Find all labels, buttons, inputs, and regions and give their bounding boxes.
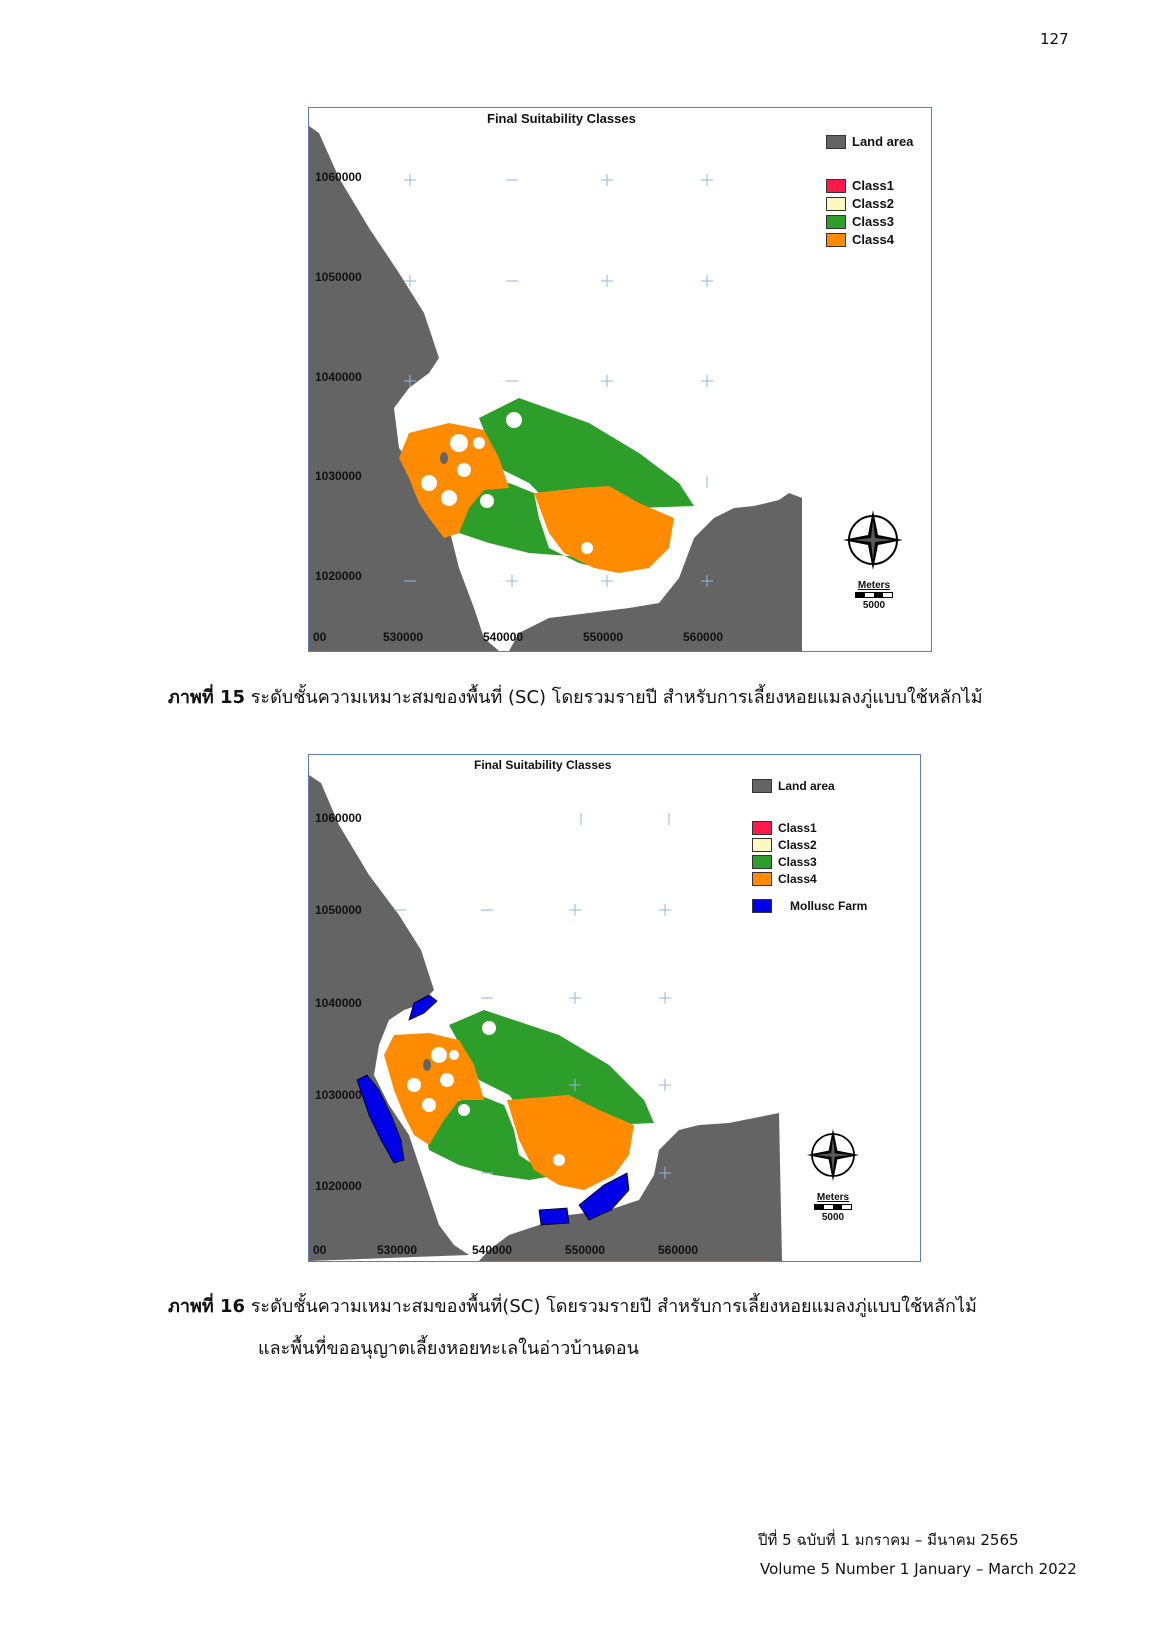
figure-16-caption-line2 (258, 1333, 639, 1365)
page-number: 127 (1040, 30, 1069, 48)
mollusc-farm-swatch (752, 899, 772, 913)
suitability-map-figure-15 (308, 107, 932, 652)
y-tick-label: 1060000 (315, 811, 362, 825)
map-legend (826, 126, 931, 246)
scale-bar: Meters 5000 (846, 580, 902, 611)
map-title: Final Suitability Classes (487, 111, 636, 126)
caption-label: ภาพที่ 15 (168, 687, 246, 708)
legend-class4: Class4 (752, 872, 817, 886)
x-tick-label: 00 (313, 1243, 327, 1257)
mollusc-farm-south (539, 1208, 569, 1225)
x-tick-label: 540000 (483, 630, 524, 644)
y-tick-label: 1040000 (315, 370, 362, 384)
scale-bar: Meters 5000 (806, 1192, 860, 1223)
legend-class4: Class4 (826, 232, 894, 247)
legend-class2: Class2 (826, 196, 894, 211)
map-title: Final Suitability Classes (474, 758, 612, 772)
map-legend (752, 775, 920, 925)
scale-bar-graphic (814, 1204, 852, 1210)
suitability-map-figure-16 (308, 754, 921, 1262)
scale-bar-graphic (855, 592, 893, 598)
x-tick-label: 560000 (658, 1243, 699, 1257)
x-tick-label: 550000 (565, 1243, 606, 1257)
north-arrow-icon (805, 1127, 861, 1183)
x-tick-label: 550000 (583, 630, 624, 644)
y-tick-label: 1050000 (315, 903, 362, 917)
legend-class3: Class3 (752, 855, 817, 869)
figure-16-caption (168, 1291, 977, 1323)
legend-mollusc-farm: Mollusc Farm (752, 899, 867, 913)
class2-swatch (826, 197, 846, 211)
class4-swatch (826, 233, 846, 247)
caption-text-line2: และพื้นที่ขออนุญาตเลี้ยงหอยทะเลในอ่าวบ้านดอน (258, 1338, 639, 1359)
x-tick-label: 540000 (472, 1243, 513, 1257)
land-area-swatch (752, 779, 772, 793)
y-tick-label: 1030000 (315, 469, 362, 483)
footer-english: Volume 5 Number 1 January – March 2022 (760, 1560, 1077, 1578)
legend-class1: Class1 (752, 821, 817, 835)
class2-swatch (752, 838, 772, 852)
legend-class1: Class1 (826, 178, 894, 193)
class1-swatch (826, 179, 846, 193)
x-tick-label: 530000 (383, 630, 424, 644)
y-tick-label: 1020000 (315, 569, 362, 583)
y-tick-label: 1040000 (315, 996, 362, 1010)
legend-land-area: Land area (826, 134, 913, 149)
legend-class2: Class2 (752, 838, 817, 852)
figure-15-caption (168, 682, 983, 714)
y-tick-label: 1060000 (315, 170, 362, 184)
caption-text: ระดับชั้นความเหมาะสมของพื้นที่ (SC) โดยรวมรายปี สำหรับการเลี้ยงหอยแมลงภู่แบบใช้หลักไม้ (250, 687, 983, 708)
caption-label: ภาพที่ 16 (168, 1296, 246, 1317)
x-tick-label: 530000 (377, 1243, 418, 1257)
x-tick-label: 00 (313, 630, 327, 644)
footer-thai: ปีที่ 5 ฉบับที่ 1 มกราคม – มีนาคม 2565 (758, 1531, 1019, 1549)
y-tick-label: 1050000 (315, 270, 362, 284)
legend-land-area: Land area (752, 779, 835, 793)
legend-class3: Class3 (826, 214, 894, 229)
x-tick-label: 560000 (683, 630, 724, 644)
class3-swatch (752, 855, 772, 869)
class1-swatch (752, 821, 772, 835)
y-tick-label: 1030000 (315, 1088, 362, 1102)
north-arrow-icon (841, 508, 905, 572)
land-area-swatch (826, 135, 846, 149)
class4-swatch (752, 872, 772, 886)
caption-text-line1: ระดับชั้นความเหมาะสมของพื้นที่(SC) โดยรวมรายปี สำหรับการเลี้ยงหอยแมลงภู่แบบใช้หลักไม้ (250, 1296, 977, 1317)
y-tick-label: 1020000 (315, 1179, 362, 1193)
class3-swatch (826, 215, 846, 229)
